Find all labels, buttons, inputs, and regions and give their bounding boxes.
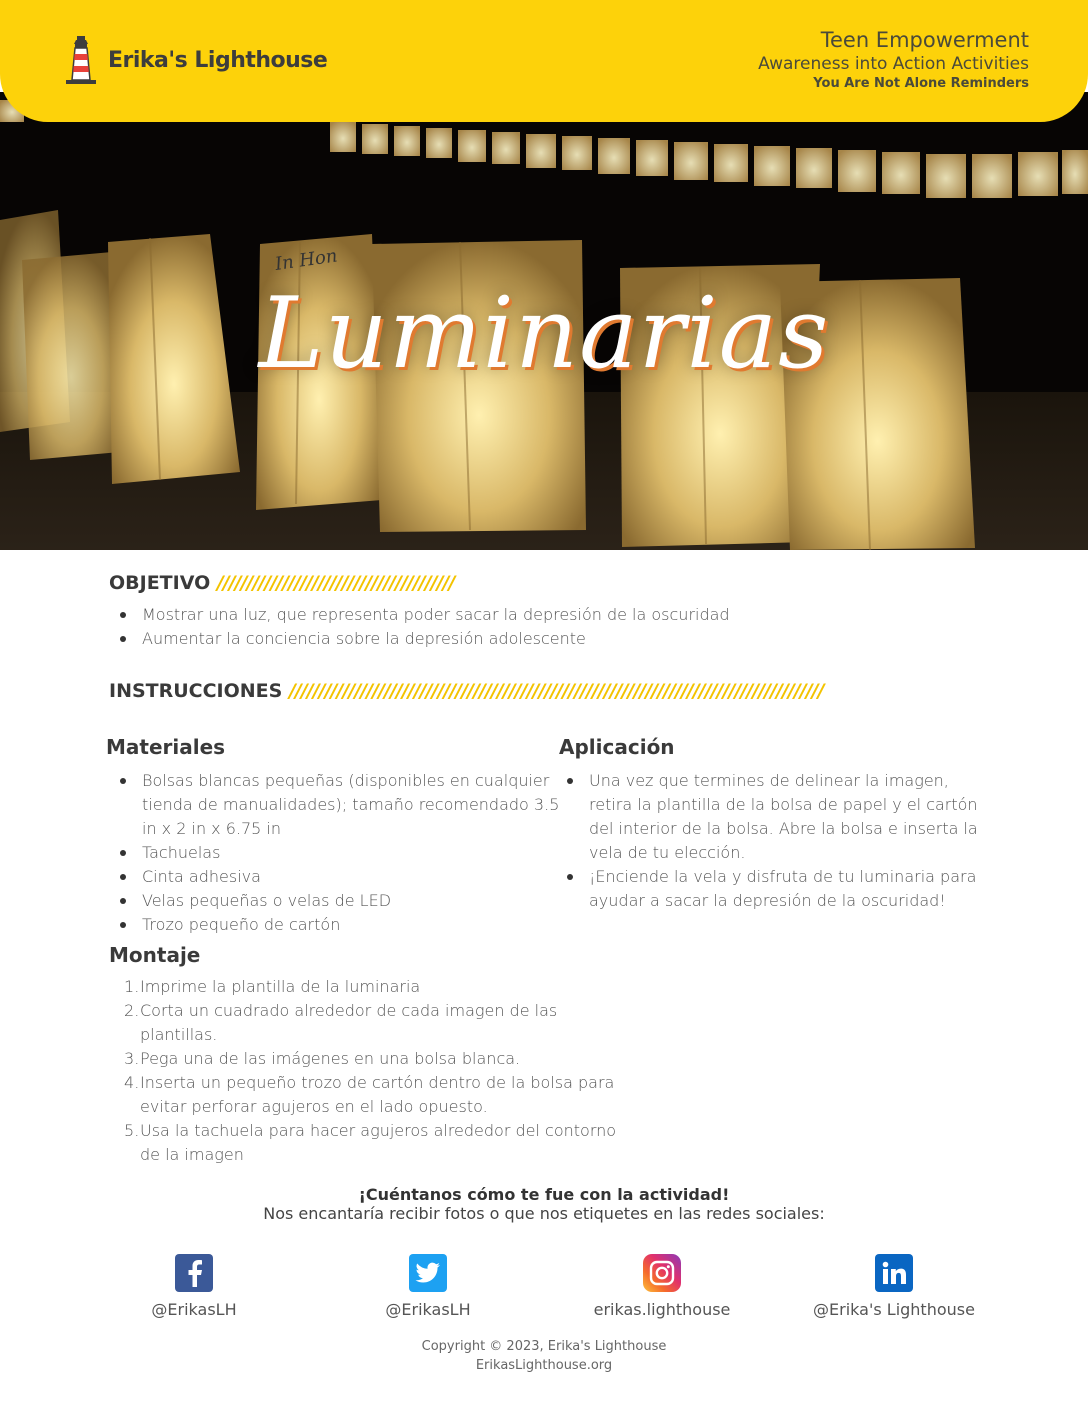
social-linkedin[interactable] bbox=[794, 1254, 994, 1319]
materiales-list bbox=[108, 769, 560, 937]
list-item: ¡Enciende la vela y disfruta de tu luminaria para ayudar a sacar la depresión de la oscuridad! bbox=[555, 865, 980, 913]
montaje-list bbox=[108, 975, 620, 1167]
brand-name: Erika's Lighthouse bbox=[108, 47, 328, 73]
header-line-2: Awareness into Action Activities bbox=[758, 54, 1029, 74]
instrucciones-heading bbox=[109, 680, 824, 702]
instrucciones-heading-text: INSTRUCCIONES bbox=[109, 680, 283, 702]
aplicacion-heading: Aplicación bbox=[559, 735, 675, 759]
list-item: Cinta adhesiva bbox=[108, 865, 560, 889]
cta-text: Nos encantaría recibir fotos o que nos etiquetes en las redes sociales: bbox=[263, 1204, 825, 1223]
instagram-icon[interactable] bbox=[643, 1254, 681, 1292]
lighthouse-icon bbox=[62, 34, 100, 86]
instrucciones-slashes: ////////////////////////////////////////////////////////////////////////////////////////// bbox=[288, 680, 824, 702]
list-item: Trozo pequeño de cartón bbox=[108, 913, 560, 937]
list-item: Imprime la plantilla de la luminaria bbox=[140, 977, 421, 996]
social-handle[interactable]: @Erika's Lighthouse bbox=[813, 1300, 975, 1319]
list-item: Usa la tachuela para hacer agujeros alrededor del contorno de la imagen bbox=[140, 1121, 617, 1164]
social-twitter[interactable] bbox=[328, 1254, 528, 1319]
header-titles bbox=[758, 28, 1029, 91]
hero-image bbox=[0, 92, 1088, 550]
objetivo-slashes: //////////////////////////////////////// bbox=[216, 572, 455, 594]
social-handle[interactable]: @ErikasLH bbox=[385, 1300, 471, 1319]
social-handle[interactable]: erikas.lighthouse bbox=[593, 1300, 731, 1319]
copyright: Copyright © 2023, Erika's Lighthouse bbox=[421, 1339, 667, 1354]
facebook-icon[interactable] bbox=[175, 1254, 213, 1292]
social-instagram[interactable] bbox=[562, 1254, 762, 1319]
list-item: Tachuelas bbox=[108, 841, 560, 865]
social-handle[interactable]: @ErikasLH bbox=[151, 1300, 237, 1319]
header-line-1: Teen Empowerment bbox=[820, 28, 1029, 52]
list-item: Una vez que termines de delinear la imagen, retira la plantilla de la bolsa de papel y el cartón del interior de la bolsa. Abre la bolsa e inserta la vela de tu elección. bbox=[555, 769, 980, 865]
social-facebook[interactable] bbox=[94, 1254, 294, 1319]
list-item: Aumentar la conciencia sobre la depresión adolescente bbox=[108, 627, 868, 651]
list-item: Pega una de las imágenes en una bolsa blanca. bbox=[140, 1049, 521, 1068]
objetivo-heading-text: OBJETIVO bbox=[109, 572, 211, 594]
materiales-heading: Materiales bbox=[106, 735, 226, 759]
list-item: Inserta un pequeño trozo de cartón dentro de la bolsa para evitar perforar agujeros en el lado opuesto. bbox=[140, 1073, 615, 1116]
header-line-3: You Are Not Alone Reminders bbox=[813, 76, 1029, 91]
page-title: Luminarias bbox=[258, 277, 830, 391]
cta-heading: ¡Cuéntanos cómo te fue con la actividad! bbox=[358, 1185, 730, 1204]
aplicacion-list bbox=[555, 769, 980, 913]
brand-logo[interactable] bbox=[62, 34, 327, 86]
objetivo-list bbox=[108, 603, 868, 651]
list-item: Corta un cuadrado alrededor de cada imagen de las plantillas. bbox=[140, 1001, 558, 1044]
twitter-icon[interactable] bbox=[409, 1254, 447, 1292]
list-item: Velas pequeñas o velas de LED bbox=[108, 889, 560, 913]
page-header bbox=[0, 0, 1088, 122]
website-link[interactable]: ErikasLighthouse.org bbox=[475, 1358, 613, 1373]
list-item: Mostrar una luz, que representa poder sacar la depresión de la oscuridad bbox=[108, 603, 868, 627]
montaje-heading: Montaje bbox=[109, 943, 201, 967]
list-item: Bolsas blancas pequeñas (disponibles en cualquier tienda de manualidades); tamaño recomendado 3.5 in x 2 in x 6.75 in bbox=[108, 769, 560, 841]
objetivo-heading bbox=[109, 572, 454, 594]
bag-note: In Hon bbox=[273, 245, 339, 275]
linkedin-icon[interactable] bbox=[875, 1254, 913, 1292]
